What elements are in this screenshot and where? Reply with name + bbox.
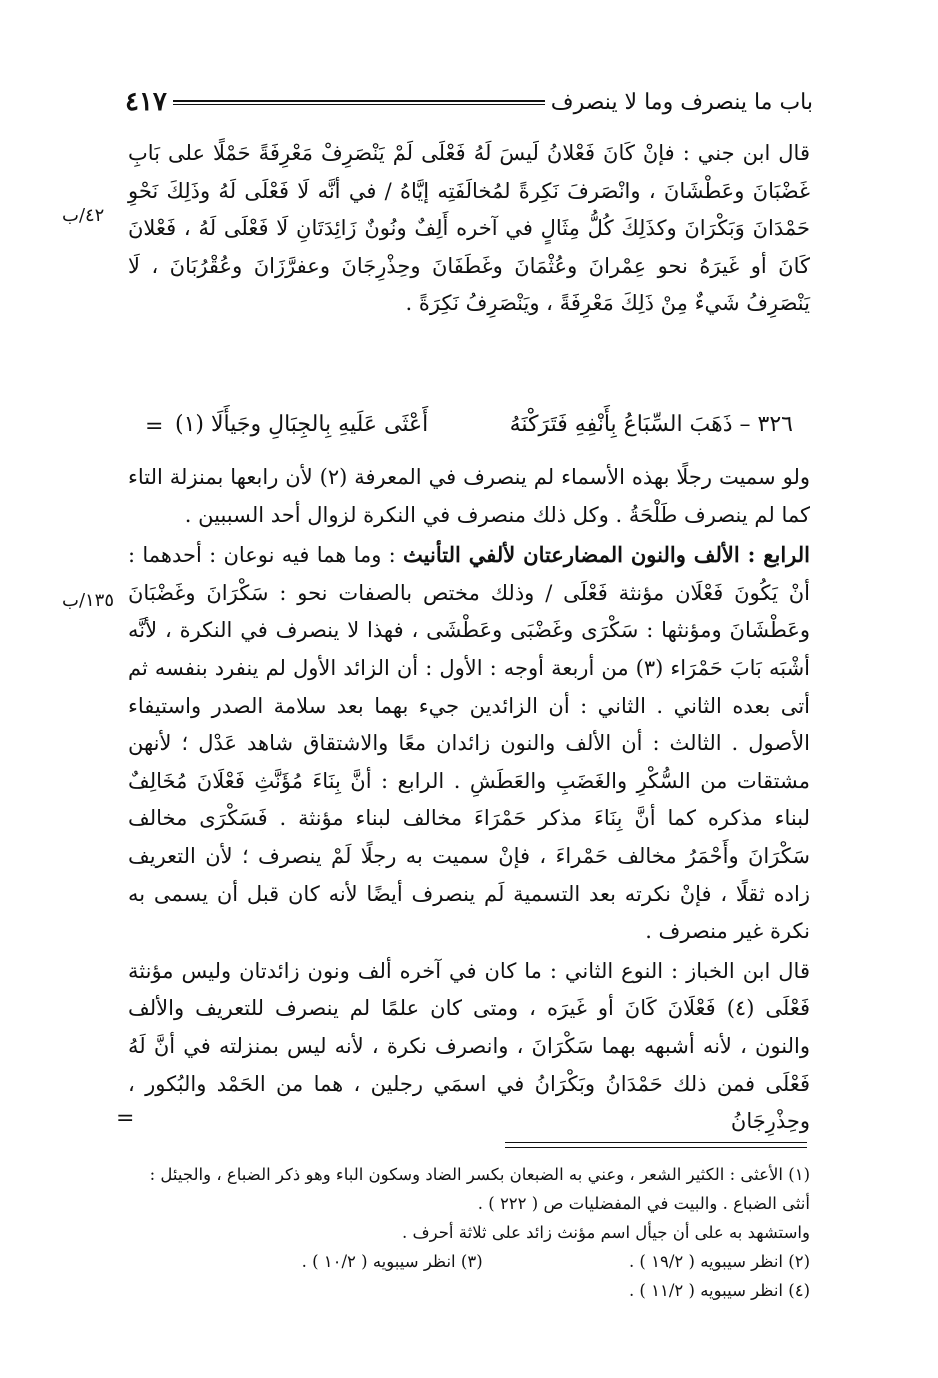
paragraph-ibn-khabbaz: قال ابن الخباز : النوع الثاني : ما كان في آخره ألف ونون زائدتان وليس مؤنثة فَعْلَى (٤) فَعْلَانَ كَانَ أو غَيرَه ، ومتى كان علمًا لم ينصرف للتعريف والألف والنون ، لأنه أشبهه بهما سَكْرَانَ ، وانصرف نكرة ، لأنه ليس بمنزلته في أنَّ لَهُ فَعْلَى فمن ذلك حَمْدَانُ وبَكْرَانُ في اسمَي رجلين ، هما من الحَمْد والبُكور ، وحِذْرِجَانُ [128,958,810,1134]
page-number: ٤١٧ [125,87,167,117]
footnote-1: (١) الأعثى : الكثير الشعر ، وعني به الضبعان بكسر الضاد وسكون الباء وهو ذكر الضباع ، والجيئل : أنثى الضباع . والبيت في المفضليات ص ( ٢٢٢ ) . [149,1165,810,1213]
section-heading: الرابع : الألف والنون المضارعتان لألفي التأنيث [403,542,810,568]
margin-note-folio-42b: ٤٢/ب [62,205,105,226]
margin-note-folio-135b: ١٣٥/ب [62,590,115,611]
verse-first-hemistich: ٣٢٦ – ذَهَبَ السِّبَاعُ بِأَنْفِهِ فَتَرَكْنَهُ [509,412,793,437]
paragraph-naming: ولو سميت رجلًا بهذه الأسماء لم ينصرف في المعرفة (٢) لأن رابعها بمنزلة التاء كما لم ينصرف طَلْحَةُ . وكل ذلك منصرف في النكرة لزوال أحد السببين . [128,465,810,527]
paragraph-ibn-jinni: قال ابن جني : فإنْ كَانَ فَعْلانُ لَيسَ لَهُ فَعْلَى لَمْ يَنْصَرِفْ مَعْرِفَةً حَمْلًا على بَابِ غَضْبَانَ وعَطْشَانَ ، وانْصَرفَ نَكِرةً لمُخالَفَتِه إيَّاهُ / في أنَّه لَا فَعْلَى لَهُ وذَلِكَ نَحْوِ حَمْدَانَ وَبَكْرَانَ وكذَلِكَ كُلُّ مِثَالٍ في آخره أَلِفٌ ونُونٌ زَائِدَتَانِ لَا فَعْلَى لَهُ ، فَعْلانَ كَانَ أو غَيرَهُ نحو عِمْرانَ وعُثْمَانَ وغَطَفَانَ وحِذْرِجَانَ وعفرَّزَانَ وعُقْرُبَانَ ، لَا يَنْصَرِفُ شَيءٌ مِنْ ذَلِكَ مَعْرِفَةً ، ويَنْصَرِفُ نَكِرَةً . [128,141,810,316]
poetry-verse [175,412,793,448]
paragraph-fourth [128,536,810,951]
header-rule [173,100,545,105]
footnote-4: (٤) انظر سيبويه ( ١١/٢ ) . [628,1281,810,1300]
footnote-3: (٣) انظر سيبويه ( ١٠/٢ ) . [301,1252,483,1271]
footnote-row [128,1247,810,1276]
footnote-2: (٢) انظر سيبويه ( ١٩/٢ ) . [628,1252,810,1271]
section-text: : وما هما فيه نوعان : أحدهما : أنْ يَكُونَ فَعْلَان مؤنثة فَعْلَى / وذلك مختص بالصفات نحو : سَكْرَانَ وغَضْبَانَ وعَطْشَانَ ومؤنثها : سَكْرَى وغَضْبَى وعَطْشَى ، فهذا لا ينصرف في النكرة ، لأنَّه أشْبَه بَابَ حَمْرَاء (٣) من أربعة أوجه : الأول : أن الزائد الأول لم ينفرد بنفسه ثم أتى بعده الثاني . الثاني : أن الزائدين جيء بهما بعد سلامة الصدر واستيفاء الأصول . الثالث : أن الألف والنون زائدان معًا والاشتقاق شاهد عَدْل ؛ لأنهن مشتقات من السُّكْرِ والغَضَبِ والعَطَشِ . الرابع : أنَّ بِنَاءَ مُؤَنَّثِ فَعْلَانَ مُخَالِفٌ لبناء مذكره كما أنَّ بِنَاءَ مذكر حَمْرَاءَ مخالف لبناء مؤنثة . فَسَكْرَى مخالف سَكْرَانَ وأَحْمَرُ مخالف حَمْراءَ ، فإنْ سميت به رجلًا لَمْ ينصرف ؛ لأن التعريف زاده ثقلًا ، فإنْ نكرته بعد التسمية لَم ينصرف أيضًا لأنه كان قبل أن يسمى به نكرة غير منصرف . [128,543,810,944]
footnote-1-continued: واستشهد به على أن جيأل اسم مؤنث زائد على ثلاثة أحرف . [402,1223,810,1242]
running-header [125,82,813,122]
verse-continuation-mark: = [145,414,164,439]
chapter-title: باب ما ينصرف وما لا ينصرف [550,89,813,115]
text-continuation-mark: = [116,1106,135,1131]
verse-second-hemistich: أَعْثَى عَلَيهِ بِالجِبَالِ وجَيأَلَا (١) [175,412,429,437]
footnote-separator [505,1142,807,1143]
footnotes [128,1160,810,1305]
footnote-separator-double [505,1147,807,1148]
main-text [128,135,810,1141]
